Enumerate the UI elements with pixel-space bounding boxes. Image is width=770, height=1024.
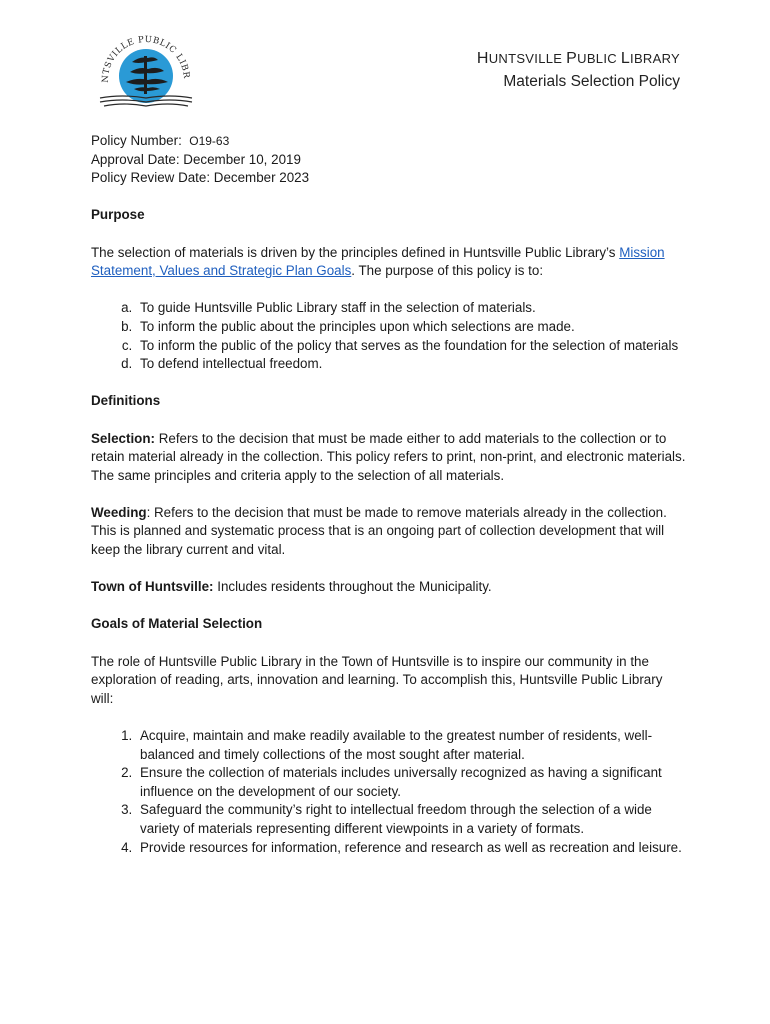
list-item: 3. Safeguard the community’s right to intellectual freedom through the selection of a wide variety of materials representing different viewpoints in a variety of formats. bbox=[136, 801, 687, 838]
definitions-heading: Definitions bbox=[91, 393, 161, 409]
policy-meta bbox=[91, 132, 687, 188]
list-item: 4. Provide resources for information, reference and research as well as recreation and leisure. bbox=[136, 839, 687, 858]
list-item: 1. Acquire, maintain and make readily available to the greatest number of residents, well-balanced and timely collections of the most sought after material. bbox=[136, 727, 687, 764]
logo-arc-text: NTSVILLE PUBLIC LIBR bbox=[100, 34, 192, 83]
library-logo bbox=[92, 22, 200, 108]
document-subtitle: Materials Selection Policy bbox=[503, 73, 680, 90]
document-body bbox=[91, 132, 687, 857]
library-logo-icon bbox=[92, 22, 200, 108]
goals-intro: The role of Huntsville Public Library in the Town of Huntsville is to inspire our community in the exploration of reading, arts, innovation and learning. To accomplish this, Huntsville Public Library will: bbox=[91, 653, 663, 706]
list-item: 2. Ensure the collection of materials includes universally recognized as having a significant influence on the development of our society. bbox=[136, 764, 687, 801]
policy-number: Policy Number: O19-63 bbox=[91, 133, 230, 148]
selection-definition: Selection: Refers to the decision that must be made either to add materials to the collection or to retain material already in the collection. This policy refers to print, non-print, and electronic materials. The same principles and criteria apply to the selection of all materials. bbox=[91, 430, 686, 483]
goals-heading: Goals of Material Selection bbox=[91, 616, 263, 632]
purpose-heading: Purpose bbox=[91, 207, 145, 223]
weeding-definition: Weeding: Refers to the decision that must be made to remove materials already in the collection. This is planned and systematic process that is an ongoing part of collection development that will keep the library current and vital. bbox=[91, 504, 667, 558]
town-definition: Town of Huntsville: Includes residents throughout the Municipality. bbox=[91, 579, 492, 595]
document-header bbox=[477, 50, 680, 91]
review-date: Policy Review Date: December 2023 bbox=[91, 170, 310, 186]
list-item: c. To inform the public of the policy that serves as the foundation for the selection of materials bbox=[136, 337, 687, 356]
library-name: HUNTSVILLE PUBLIC LIBRARY bbox=[476, 50, 680, 67]
list-item: a. To guide Huntsville Public Library staff in the selection of materials. bbox=[136, 299, 687, 318]
mission-statement-link[interactable]: Mission Statement, Values and Strategic Plan Goals bbox=[91, 244, 665, 279]
goals-list bbox=[91, 727, 687, 857]
purpose-list bbox=[91, 299, 687, 373]
purpose-intro: The selection of materials is driven by the principles defined in Huntsville Public Library’s Mission Statement, Values and Strategic Plan Goals. The purpose of this policy is to: bbox=[91, 244, 665, 279]
list-item: b. To inform the public about the principles upon which selections are made. bbox=[136, 318, 687, 337]
list-item: d. To defend intellectual freedom. bbox=[136, 355, 687, 374]
approval-date: Approval Date: December 10, 2019 bbox=[91, 151, 301, 167]
